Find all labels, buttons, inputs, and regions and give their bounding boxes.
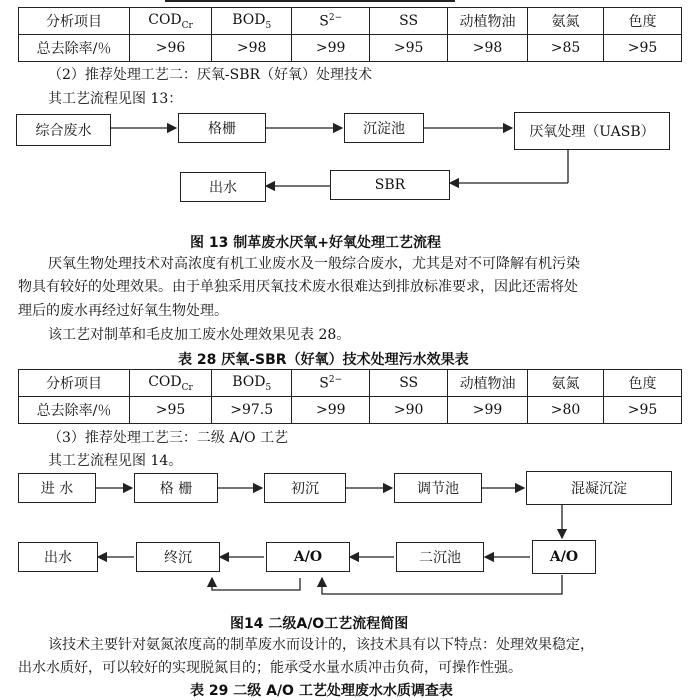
table-cell: 总去除率/％ (19, 397, 130, 424)
table-cell: >99 (292, 397, 370, 424)
section2-intro: 其工艺流程见图 13： (48, 91, 183, 107)
header-cell: 分析项目 (19, 370, 130, 397)
table-cell: >80 (528, 397, 604, 424)
flow13-box-outlet: 出水 (180, 172, 266, 202)
table-cell: >97.5 (212, 397, 292, 424)
paragraph-line: 该工艺对制革和毛皮加工废水处理效果见表 28。 (48, 327, 351, 343)
header-cell: 氨氮 (528, 8, 604, 35)
table29-caption: 表 29 二级 A/O 工艺处理废水水质调查表 (190, 683, 453, 699)
flow14-box-ao-1: A/O (532, 540, 596, 574)
section2-title: （2）推荐处理工艺二：厌氧-SBR（好氧）处理技术 (48, 67, 373, 83)
table-cell: >95 (129, 397, 211, 424)
header-cell: $COD_{Cr}$ (129, 8, 211, 35)
flow14-box-equalization: 调节池 (394, 473, 482, 503)
flow14-box-screen: 格 栅 (134, 473, 218, 503)
section3-intro: 其工艺流程见图 14。 (48, 453, 183, 469)
flow14-box-coagulation: 混凝沉淀 (526, 471, 672, 505)
header-cell: $S^{2-}$ (292, 8, 370, 35)
table28-caption: 表 28 厌氧-SBR（好氧）技术处理污水效果表 (178, 352, 469, 368)
header-cell: $S^{2-}$ (292, 370, 370, 397)
table-cell: >95 (370, 35, 448, 62)
flow14-box-inlet: 进 水 (18, 473, 96, 503)
flow14-box-ao-2: A/O (266, 542, 350, 572)
flow14-box-outlet: 出水 (18, 542, 98, 572)
header-cell: 色度 (603, 370, 681, 397)
table-cell: >98 (448, 35, 528, 62)
closing-line: 出水水质好，可以较好的实现脱氮目的；能承受水量水质冲击负荷，可操作性强。 (18, 660, 522, 676)
table-cell: >95 (603, 35, 681, 62)
flow13-box-settling: 沉淀池 (344, 113, 424, 143)
flow14-box-primary-settling: 初沉 (264, 473, 346, 503)
table-cell: >99 (292, 35, 370, 62)
table-cell: >95 (603, 397, 681, 424)
header-cell: SS (370, 8, 448, 35)
flow13-box-sbr: SBR (330, 170, 450, 200)
flow13-box-screen: 格栅 (178, 113, 266, 143)
table-cell: >96 (129, 35, 211, 62)
table-cell: 总去除率/％ (19, 35, 130, 62)
header-cell: $BOD_5$ (212, 370, 292, 397)
closing-line: 该技术主要针对氨氮浓度高的制革废水而设计的，该技术具有以下特点：处理效果稳定， (48, 637, 594, 653)
header-cell: SS (370, 370, 448, 397)
table-cell: >85 (528, 35, 604, 62)
header-cell: 动植物油 (448, 8, 528, 35)
figure14-caption: 图14 二级A/O工艺流程简图 (230, 616, 409, 632)
table-cell: >90 (370, 397, 448, 424)
header-cell: 氨氮 (528, 370, 604, 397)
paragraph-line: 厌氧生物处理技术对高浓度有机工业废水及一般综合废水，尤其是对不可降解有机污染 (48, 256, 580, 272)
table-header-row (19, 370, 682, 397)
header-cell: $COD_{Cr}$ (129, 370, 211, 397)
table-cell: >98 (212, 35, 292, 62)
flow14-box-secondary-settling: 二沉池 (396, 542, 484, 572)
table-row (19, 397, 682, 424)
table-cell: >99 (448, 397, 528, 424)
figure13-caption: 图 13 制革废水厌氧+好氧处理工艺流程 (190, 235, 441, 251)
table-28 (18, 369, 682, 424)
header-cell: 分析项目 (19, 8, 130, 35)
flow13-box-uasb: 厌氧处理（UASB） (514, 112, 670, 150)
header-cell: $BOD_5$ (212, 8, 292, 35)
flow14-box-final-settling: 终沉 (136, 542, 220, 572)
header-cell: 色度 (603, 8, 681, 35)
section3-title: （3）推荐处理工艺三：二级 A/O 工艺 (48, 430, 289, 446)
paragraph-line: 物具有较好的处理效果。由于单独采用厌氧技术废水很难达到排放标准要求，因此还需将处 (18, 279, 578, 295)
header-cell: 动植物油 (448, 370, 528, 397)
paragraph-line: 理后的废水再经过好氧生物处理。 (18, 303, 228, 319)
flow13-box-wastewater: 综合废水 (16, 114, 111, 146)
